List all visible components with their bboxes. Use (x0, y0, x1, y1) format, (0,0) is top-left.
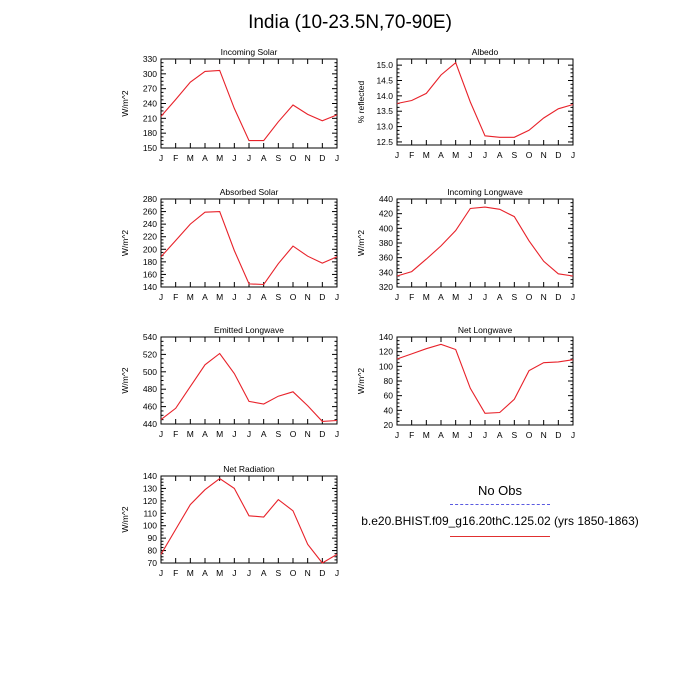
panel-3-ytick-label: 360 (378, 252, 393, 263)
panel-0-ytick-label: 150 (142, 143, 157, 153)
panel-2-xtick-label: O (289, 292, 297, 302)
panel-1-ytick-label: 14.0 (376, 90, 393, 101)
panel-5-ytick-label: 120 (378, 346, 393, 357)
panel-1-series-line (397, 63, 573, 138)
panel-5-xtick-label: J (394, 430, 400, 440)
panel-5-ytick-label: 20 (383, 420, 393, 430)
panel-2-ytick-label: 240 (142, 219, 157, 230)
panel-2-frame (161, 199, 337, 287)
panel-6-ytick-label: 80 (147, 545, 157, 556)
panel-3-series-line (397, 207, 573, 276)
panel-6-xtick-label: J (232, 568, 237, 578)
panel-1-xtick-label: A (438, 150, 444, 160)
panel-0-ytick-label: 270 (142, 83, 157, 94)
panel-3-xtick-label: J (394, 292, 400, 302)
panel-0-xtick-label: A (202, 153, 208, 163)
panel-4-xtick-label: M (186, 429, 194, 439)
panel-5-xtick-label: F (409, 430, 415, 440)
panel-4-xtick-label: N (304, 429, 311, 439)
panel-5-xtick-label: S (511, 430, 518, 440)
panel-0-xtick-label: M (216, 153, 224, 163)
panel-6-ytick-label: 130 (142, 483, 157, 494)
panel-4-title: Emitted Longwave (214, 325, 284, 335)
panel-1-ytick-label: 12.5 (376, 136, 393, 147)
panel-4-ytick-label: 480 (142, 384, 157, 395)
panel-5-ytick-label: 60 (383, 390, 393, 401)
panel-0-xtick-label: N (304, 153, 311, 163)
panel-1-xtick-label: M (422, 150, 430, 160)
panel-5-series-line (397, 344, 573, 413)
panel-4-ytick-label: 540 (142, 332, 157, 342)
panel-2-xtick-label: A (202, 292, 208, 302)
panel-0-ytick-label: 180 (142, 128, 157, 139)
panel-6-ylabel: W/m^2 (120, 506, 130, 533)
legend-model-label: b.e20.BHIST.f09_g16.20thC.125.02 (yrs 1850-1863) (361, 514, 639, 528)
panel-4-xtick-label: F (173, 429, 179, 439)
panel-4-xtick-label: O (289, 429, 297, 439)
legend-model-line (450, 536, 550, 537)
panel-5-xtick-label: D (555, 430, 562, 440)
panel-1-xtick-label: D (555, 150, 562, 160)
panel-1-frame (397, 59, 573, 145)
panel-1-xtick-label: J (570, 150, 576, 160)
panel-5-ylabel: W/m^2 (356, 367, 366, 395)
panel-0-xtick-label: J (334, 153, 340, 163)
panel-2-xtick-label: F (173, 292, 179, 302)
panel-1-ytick-label: 14.5 (376, 75, 393, 86)
panel-6-xtick-label: M (186, 568, 194, 578)
panel-0-title: Incoming Solar (220, 47, 278, 57)
panel-1-title: Albedo (471, 47, 499, 57)
panel-3-ytick-label: 420 (378, 208, 393, 219)
panel-6-xtick-label: D (319, 568, 326, 578)
panel-5-ytick-label: 140 (378, 332, 393, 342)
panel-6-frame (161, 476, 337, 563)
panel-2-xtick-label: D (319, 292, 326, 302)
panel-2-ylabel: W/m^2 (120, 229, 130, 257)
panel-5-xtick-label: A (438, 430, 444, 440)
panel-4-xtick-label: J (334, 429, 340, 439)
panel-4-ylabel: W/m^2 (120, 367, 130, 394)
panel-2-xtick-label: M (216, 292, 224, 302)
panel-4-xtick-label: M (216, 429, 224, 439)
panel-2-xtick-label: J (246, 292, 252, 302)
panel-5-xtick-label: M (422, 430, 430, 440)
panel-6-title: Net Radiation (223, 464, 275, 474)
panel-3-xtick-label: J (482, 292, 488, 302)
panel-3-xtick-label: A (496, 292, 503, 302)
panel-5-title: Net Longwave (457, 325, 513, 335)
panel-4-xtick-label: A (202, 429, 208, 439)
panel-4-series-line (161, 354, 337, 422)
panel-0-ytick-label: 240 (142, 98, 157, 109)
panel-0-series-line (161, 70, 337, 140)
panel-3-xtick-label: J (468, 292, 473, 302)
panel-0-xtick-label: J (246, 153, 252, 163)
panel-4-ytick-label: 500 (142, 366, 157, 377)
panel-2-xtick-label: S (275, 292, 282, 302)
panel-2-title: Absorbed Solar (219, 187, 279, 197)
panel-6-series-line (161, 479, 337, 564)
panel-3-ylabel: W/m^2 (356, 229, 366, 257)
panel-6-xtick-label: J (158, 568, 164, 578)
panel-1-xtick-label: M (452, 150, 460, 160)
panel-5-xtick-label: O (525, 430, 533, 440)
panel-0-xtick-label: A (260, 153, 267, 163)
panel-4-ytick-label: 440 (142, 419, 157, 429)
panel-4-xtick-label: J (232, 429, 237, 439)
panel-5-xtick-label: J (570, 430, 576, 440)
panel-2-ytick-label: 140 (142, 282, 157, 292)
panel-2-series-line (161, 212, 337, 285)
panel-3-ytick-label: 440 (378, 194, 393, 204)
panel-6-ytick-label: 120 (142, 495, 157, 506)
page-title: India (10-23.5N,70-90E) (248, 12, 452, 33)
panel-2-ytick-label: 200 (142, 244, 157, 255)
panel-5-ytick-label: 100 (378, 361, 393, 372)
panel-5-xtick-label: J (482, 430, 488, 440)
panel-1-xtick-label: J (482, 150, 488, 160)
panel-1-xtick-label: F (409, 150, 415, 160)
panel-3-xtick-label: A (438, 292, 444, 302)
panel-0-ytick-label: 210 (142, 113, 157, 124)
panel-6-xtick-label: O (289, 568, 297, 578)
panel-0-xtick-label: O (289, 153, 297, 163)
panel-3-title: Incoming Longwave (447, 187, 523, 197)
panel-2-ytick-label: 160 (142, 269, 157, 280)
panel-6-xtick-label: S (275, 568, 282, 578)
panel-2-xtick-label: J (158, 292, 164, 302)
panel-3-frame (397, 199, 573, 287)
panel-0-xtick-label: D (319, 153, 326, 163)
panel-5-ytick-label: 80 (383, 376, 393, 386)
panel-1-ylabel: % reflected (356, 80, 366, 124)
panel-3-xtick-label: O (525, 292, 533, 302)
panel-3-ytick-label: 320 (378, 282, 393, 292)
panel-2-xtick-label: J (232, 292, 237, 302)
panel-3-ytick-label: 340 (378, 267, 393, 278)
legend-obs-label: No Obs (477, 483, 523, 498)
panel-5-xtick-label: A (496, 430, 503, 440)
panel-4-ytick-label: 520 (142, 349, 157, 360)
panel-2-xtick-label: M (186, 292, 194, 302)
panel-4-frame (161, 337, 337, 424)
panel-3-xtick-label: M (422, 292, 430, 302)
panel-5-xtick-label: N (540, 430, 547, 440)
panel-1-xtick-label: J (468, 150, 473, 160)
panel-0-ytick-label: 300 (142, 68, 157, 79)
panel-1-xtick-label: J (394, 150, 400, 160)
panel-2-xtick-label: N (304, 292, 311, 302)
panel-6-xtick-label: A (260, 568, 267, 578)
panel-5-ytick-label: 40 (383, 405, 393, 416)
panel-2-xtick-label: A (260, 292, 267, 302)
panel-5-xtick-label: J (468, 430, 473, 440)
panel-1-ytick-label: 13.5 (376, 106, 393, 117)
panel-4-xtick-label: S (275, 429, 282, 439)
panel-6-ytick-label: 140 (142, 471, 157, 481)
panel-0-ylabel: W/m^2 (120, 90, 130, 117)
panel-5-xtick-label: M (452, 430, 460, 440)
panel-3-xtick-label: D (555, 292, 562, 302)
panel-1-ytick-label: 15.0 (376, 60, 393, 71)
panel-3-ytick-label: 400 (378, 223, 393, 234)
panel-0-xtick-label: J (158, 153, 164, 163)
panel-1-xtick-label: N (540, 150, 547, 160)
panel-4-xtick-label: J (246, 429, 252, 439)
panel-6-ytick-label: 70 (147, 558, 157, 568)
panel-1-xtick-label: A (496, 150, 503, 160)
panel-4-ytick-label: 460 (142, 401, 157, 412)
panel-6-xtick-label: N (304, 568, 311, 578)
panel-6-xtick-label: A (202, 568, 208, 578)
panel-6-ytick-label: 100 (142, 520, 157, 531)
panel-1-xtick-label: O (525, 150, 533, 160)
panel-3-xtick-label: J (570, 292, 576, 302)
legend-obs-line (450, 504, 550, 505)
panel-0-xtick-label: J (232, 153, 237, 163)
panel-3-ytick-label: 380 (378, 238, 393, 248)
panel-6-xtick-label: M (216, 568, 224, 578)
panel-4-xtick-label: A (260, 429, 267, 439)
panel-0-xtick-label: F (173, 153, 179, 163)
panel-6-ytick-label: 110 (143, 508, 157, 519)
panel-3-xtick-label: N (540, 292, 547, 302)
panel-3-xtick-label: M (452, 292, 460, 302)
panel-3-xtick-label: S (511, 292, 518, 302)
panel-6-xtick-label: F (173, 568, 179, 578)
panel-4-xtick-label: J (158, 429, 164, 439)
panel-2-ytick-label: 220 (142, 231, 157, 242)
panel-6-ytick-label: 90 (147, 533, 157, 544)
panel-2-ytick-label: 180 (142, 256, 157, 267)
panel-1-ytick-label: 13.0 (376, 121, 393, 132)
panel-2-ytick-label: 260 (142, 206, 157, 217)
panel-6-xtick-label: J (334, 568, 340, 578)
panel-6-xtick-label: J (246, 568, 252, 578)
panel-0-ytick-label: 330 (142, 54, 157, 64)
panel-1-xtick-label: S (511, 150, 518, 160)
panel-0-frame (161, 59, 337, 148)
panel-3-xtick-label: F (409, 292, 415, 302)
panel-2-ytick-label: 280 (142, 194, 157, 204)
panel-0-xtick-label: M (186, 153, 194, 163)
panel-2-xtick-label: J (334, 292, 340, 302)
panel-0-xtick-label: S (275, 153, 282, 163)
panel-4-xtick-label: D (319, 429, 326, 439)
